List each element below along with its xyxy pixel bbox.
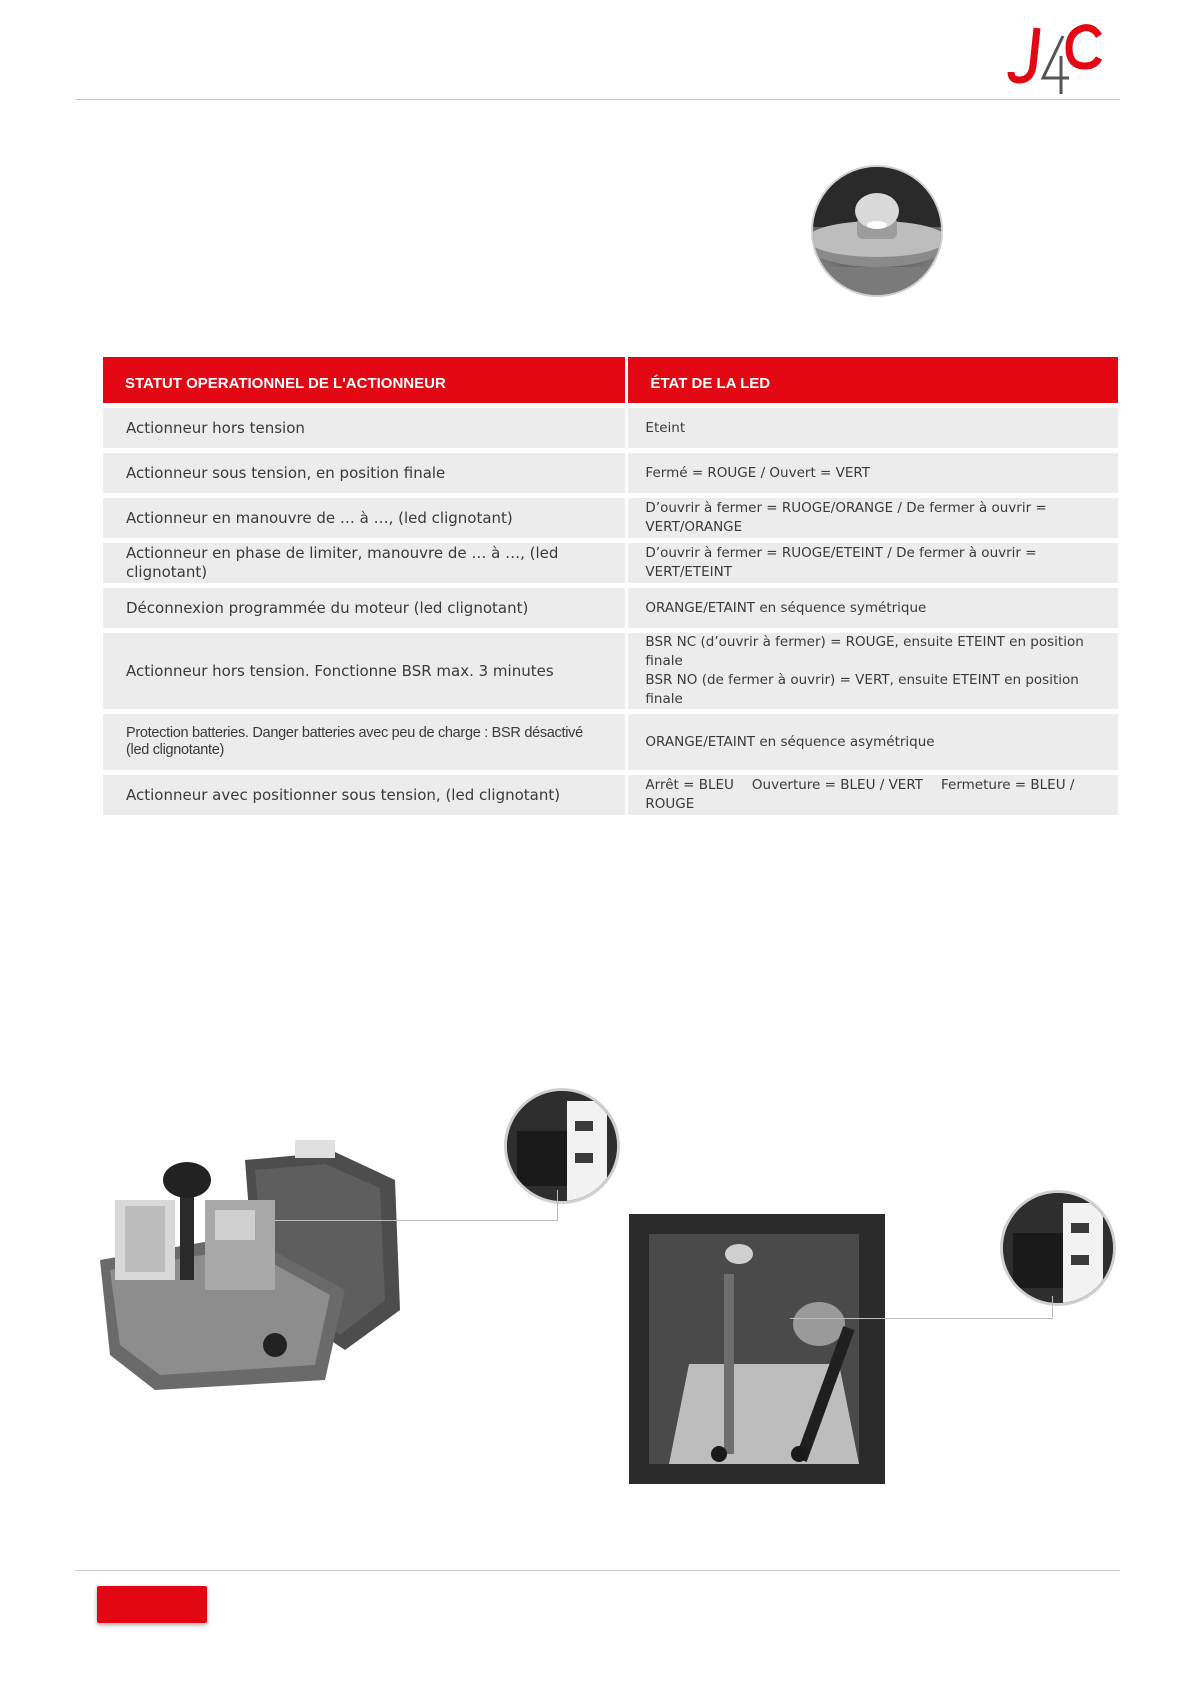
actuator-top-photo xyxy=(629,1214,885,1484)
status-line: Protection batteries. Danger batteries avec peu de charge : BSR désactivé xyxy=(126,725,583,741)
page-number-tab xyxy=(97,1586,207,1623)
status-cell: Actionneur avec positionner sous tension, (led clignotant) xyxy=(103,775,625,815)
status-cell xyxy=(103,714,625,770)
header-status: STATUT OPERATIONNEL DE L'ACTIONNEUR xyxy=(103,357,625,403)
table-row xyxy=(103,543,1118,583)
led-cell: D’ouvrir à fermer = RUOGE/ORANGE / De fermer à ouvrir = VERT/ORANGE xyxy=(628,498,1118,538)
led-cell xyxy=(628,775,1118,815)
led-cell: Eteint xyxy=(628,408,1118,448)
led-part: Ouverture = BLEU / VERT xyxy=(751,777,923,793)
led-status-table xyxy=(100,352,1121,820)
connector-zoom-right xyxy=(1000,1190,1116,1306)
table-row xyxy=(103,498,1118,538)
led-part: Fermeture = BLEU / ROUGE xyxy=(645,777,1075,812)
led-cell: D’ouvrir à fermer = RUOGE/ETEINT / De fermer à ouvrir = VERT/ETEINT xyxy=(628,543,1118,583)
zoom-leader xyxy=(275,1220,558,1221)
header-divider xyxy=(75,99,1120,100)
zoom-leader xyxy=(790,1318,1053,1319)
zoom-leader xyxy=(1052,1296,1053,1319)
status-cell: Actionneur en phase de limiter, manouvre de … à …, (led clignotant) xyxy=(103,543,625,583)
table-row xyxy=(103,453,1118,493)
header-led: ÉTAT DE LA LED xyxy=(628,357,1118,403)
table-row xyxy=(103,588,1118,628)
status-line: (led clignotante) xyxy=(126,742,225,758)
actuator-open-photo xyxy=(95,1140,415,1400)
table-row xyxy=(103,714,1118,770)
connector-zoom-left xyxy=(504,1088,620,1204)
table-row xyxy=(103,633,1118,709)
led-cell xyxy=(628,633,1118,709)
led-line: BSR NO (de fermer à ouvrir) = VERT, ensuite ETEINT en position finale xyxy=(645,672,1079,707)
status-cell: Actionneur en manouvre de … à …, (led clignotant) xyxy=(103,498,625,538)
status-cell: Actionneur hors tension. Fonctionne BSR max. 3 minutes xyxy=(103,633,625,709)
led-cell: Fermé = ROUGE / Ouvert = VERT xyxy=(628,453,1118,493)
status-cell: Déconnexion programmée du moteur (led clignotant) xyxy=(103,588,625,628)
footer-divider xyxy=(75,1570,1120,1571)
table-row xyxy=(103,775,1118,815)
status-cell: Actionneur sous tension, en position finale xyxy=(103,453,625,493)
led-cell: ORANGE/ETAINT en séquence symétrique xyxy=(628,588,1118,628)
zoom-leader xyxy=(557,1190,558,1221)
status-cell: Actionneur hors tension xyxy=(103,408,625,448)
table-row xyxy=(103,408,1118,448)
led-line: BSR NC (d’ouvrir à fermer) = ROUGE, ensuite ETEINT en position finale xyxy=(645,634,1084,669)
led-part: Arrêt = BLEU xyxy=(645,777,734,793)
led-cell: ORANGE/ETAINT en séquence asymétrique xyxy=(628,714,1118,770)
led-photo xyxy=(811,165,943,297)
j4c-logo xyxy=(1003,22,1103,98)
